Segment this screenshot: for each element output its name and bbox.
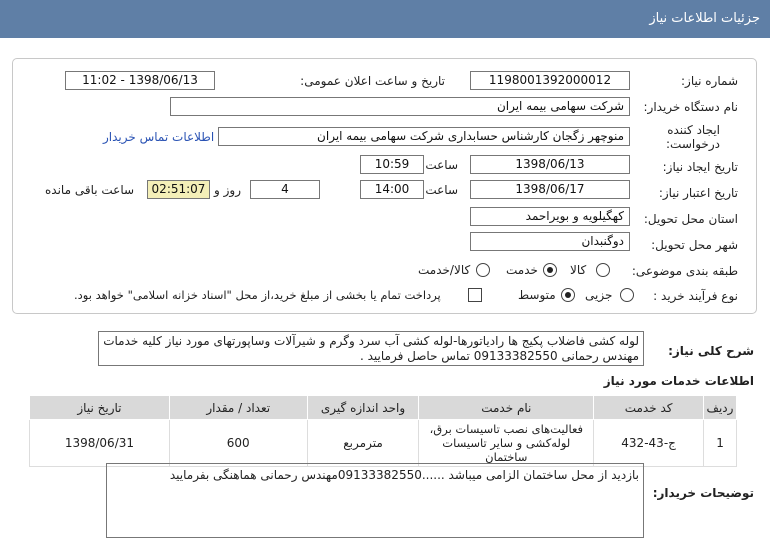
create-date-field[interactable]: 1398/06/13 [470,155,630,174]
category-goods-service-label: کالا/خدمت [418,263,471,277]
announce-label: تاریخ و ساعت اعلان عمومی: [300,74,445,88]
need-date-cell: 1398/06/31 [30,420,170,467]
city-label: شهر محل تحویل: [651,238,738,252]
validity-time-field[interactable]: 14:00 [360,180,424,199]
category-goods-radio[interactable] [596,263,610,277]
validity-date-field[interactable]: 1398/06/17 [470,180,630,199]
service-name-cell: فعالیت‌های نصب تاسیسات برق، لوله‌کشی و سایر تاسیسات ساختمان [419,420,594,467]
process-label: نوع فرآیند خرید : [653,289,738,303]
summary-text: لوله کشی فاضلاب پکیج ها رادیاتورها-لوله کشی آب سرد وگرم و شیرآلات وساپورتهای مورد نیاز کلیه خدمات مهندس رحمانی 09133382550 تماس حاصل فرمایید . [98,331,644,366]
category-service-label: خدمت [506,263,538,277]
table-row [30,420,737,467]
buyer-contact-link[interactable]: اطلاعات تماس خریدار [103,130,215,144]
process-minor-label: جزیی [585,288,613,302]
create-date-label: تاریخ ایجاد نیاز: [662,160,738,174]
process-minor-radio[interactable] [620,288,634,302]
buyer-org-label: نام دستگاه خریدار: [643,100,738,114]
process-medium-label: متوسط [518,288,556,302]
validity-date-label: تاریخ اعتبار نیاز: [658,186,738,200]
create-time-field[interactable]: 10:59 [360,155,424,174]
quantity-cell: 600 [169,420,307,467]
col-need-date: تاریخ نیاز [30,396,170,420]
remaining-time-field: 02:51:07 [147,180,210,199]
col-service-name: نام خدمت [419,396,594,420]
remaining-label: ساعت باقی مانده [45,183,135,197]
category-service-radio[interactable] [543,263,557,277]
col-unit: واحد اندازه گیری [307,396,419,420]
category-label: طبقه بندی موضوعی: [631,264,738,278]
buyer-notes-text: بازدید از محل ساختمان الزامی میباشد ......09133382550مهندس رحمانی هماهنگی بفرمایید [106,463,644,538]
creator-field[interactable]: منوچهر زگجان کارشناس حسابداری شرکت سهامی بیمه ایران [218,127,630,146]
col-row-number: ردیف [704,396,737,420]
validity-time-label: ساعت [425,183,458,197]
treasury-payment-note: پرداخت تمام یا بخشی از مبلغ خرید،از محل "اسناد خزانه اسلامی" خواهد بود. [74,288,441,302]
days-field[interactable]: 4 [250,180,320,199]
col-service-code: کد خدمت [594,396,704,420]
creator-label-2: درخواست: [666,137,720,151]
city-field[interactable]: دوگنبدان [470,232,630,251]
buyer-org-field[interactable]: شرکت سهامی بیمه ایران [170,97,630,116]
category-goods-label: کالا [570,263,587,277]
row-number-cell: 1 [704,420,737,467]
create-time-label: ساعت [425,158,458,172]
buyer-notes-label: توضیحات خریدار: [652,486,754,500]
services-table [29,395,737,467]
services-title: اطلاعات خدمات مورد نیاز [603,374,754,388]
page-header [0,0,770,38]
page-title: جزئیات اطلاعات نیاز [649,11,760,26]
category-goods-service-radio[interactable] [476,263,490,277]
process-medium-radio[interactable] [561,288,575,302]
treasury-payment-checkbox[interactable] [468,288,482,302]
summary-label: شرح کلی نیاز: [668,344,754,358]
days-label: روز و [214,183,241,197]
need-number-field[interactable]: 1198001392000012 [470,71,630,90]
need-number-label: شماره نیاز: [681,74,738,88]
province-field[interactable]: کهگیلویه و بویراحمد [470,207,630,226]
unit-cell: مترمربع [307,420,419,467]
service-code-cell: ج-43-432 [594,420,704,467]
services-header-row [30,396,737,420]
col-quantity: تعداد / مقدار [169,396,307,420]
creator-label-1: ایجاد کننده [667,123,720,137]
province-label: استان محل تحویل: [643,212,738,226]
announce-field[interactable]: 1398/06/13 - 11:02 [65,71,215,90]
